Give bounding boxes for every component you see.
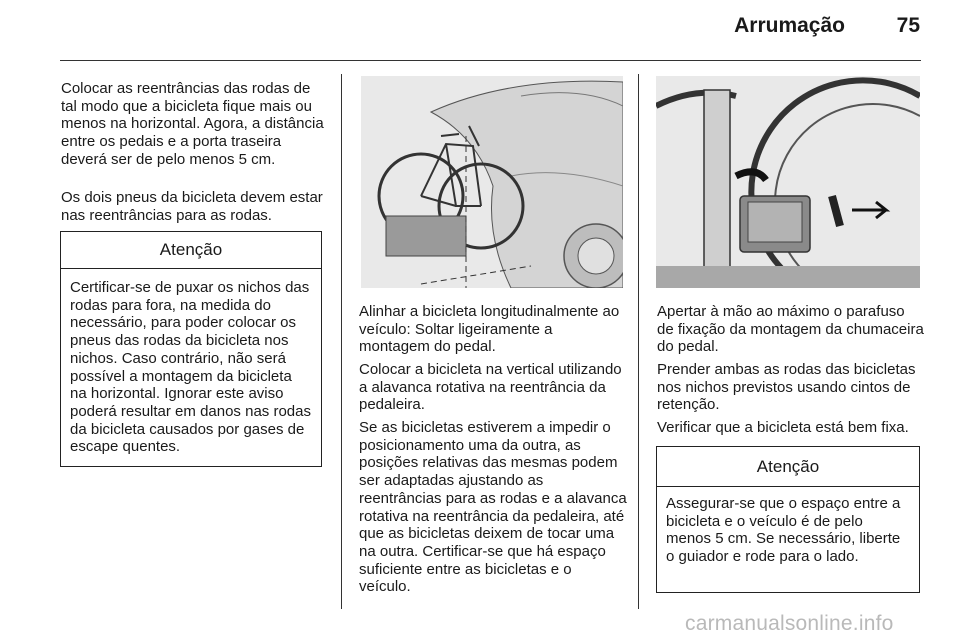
figure-bike-carrier <box>361 76 623 288</box>
paragraph: Verificar que a bicicleta está bem fixa. <box>657 419 909 436</box>
page-header-title: Arrumação <box>734 14 845 37</box>
figure-pedal-mount <box>656 76 920 288</box>
warning-box <box>60 231 322 467</box>
warning-heading: Atenção <box>657 447 919 487</box>
warning-box <box>656 446 920 593</box>
paragraph: Prender ambas as rodas das bicicletas nos nichos previstos usando cintos de retenção. <box>657 361 916 414</box>
column-divider-1 <box>341 74 342 609</box>
pedal-mount-illustration <box>656 76 920 288</box>
paragraph: Colocar as reentrâncias das rodas de tal modo que a bicicleta fique mais ou menos na horizontal. Agora, a distância entre os pedais e a porta traseira deverá ser de pelo menos 5 cm. <box>61 80 324 168</box>
page-number: 75 <box>896 14 920 37</box>
bike-carrier-illustration <box>361 76 623 288</box>
warning-text: Assegurar-se que o espaço entre a bicicleta e o veículo é de pelo menos 5 cm. Se necessário, liberte o guiador e rode para o lado. <box>666 495 901 566</box>
paragraph: Apertar à mão ao máximo o parafuso de fixação da montagem da chumaceira do pedal. <box>657 303 924 356</box>
paragraph: Colocar a bicicleta na vertical utilizando a alavanca rotativa na reentrância da pedaleira. <box>359 361 622 414</box>
warning-heading: Atenção <box>61 232 321 269</box>
header-rule <box>60 60 921 61</box>
watermark: carmanualsonline.info <box>685 612 894 635</box>
warning-text: Certificar-se de puxar os nichos das rodas para fora, na medida do necessário, para poder colocar os pneus das rodas da bicicleta nos nichos. Caso contrário, não será possível a montagem da bicicleta na horizontal. Ignorar este aviso poderá resultar em danos nas rodas da bicicleta causados por gases de escape quentes. <box>70 279 311 456</box>
paragraph: Os dois pneus da bicicleta devem estar nas reentrâncias para as rodas. <box>61 189 323 224</box>
paragraph: Se as bicicletas estiverem a impedir o posicionamento uma da outra, as posições relativas das mesmas podem ser adaptadas ajustando as reentrâncias para as rodas e a alavanca rotativa na reentrância da pedaleira, até que as bicicletas deixem de tocar uma na outra. Certificar-se que há espaço suficiente entre as bicicletas e o veículo. <box>359 419 627 596</box>
paragraph: Alinhar a bicicleta longitudinalmente ao veículo: Soltar ligeiramente a montagem do pedal. <box>359 303 620 356</box>
column-divider-2 <box>638 74 639 609</box>
